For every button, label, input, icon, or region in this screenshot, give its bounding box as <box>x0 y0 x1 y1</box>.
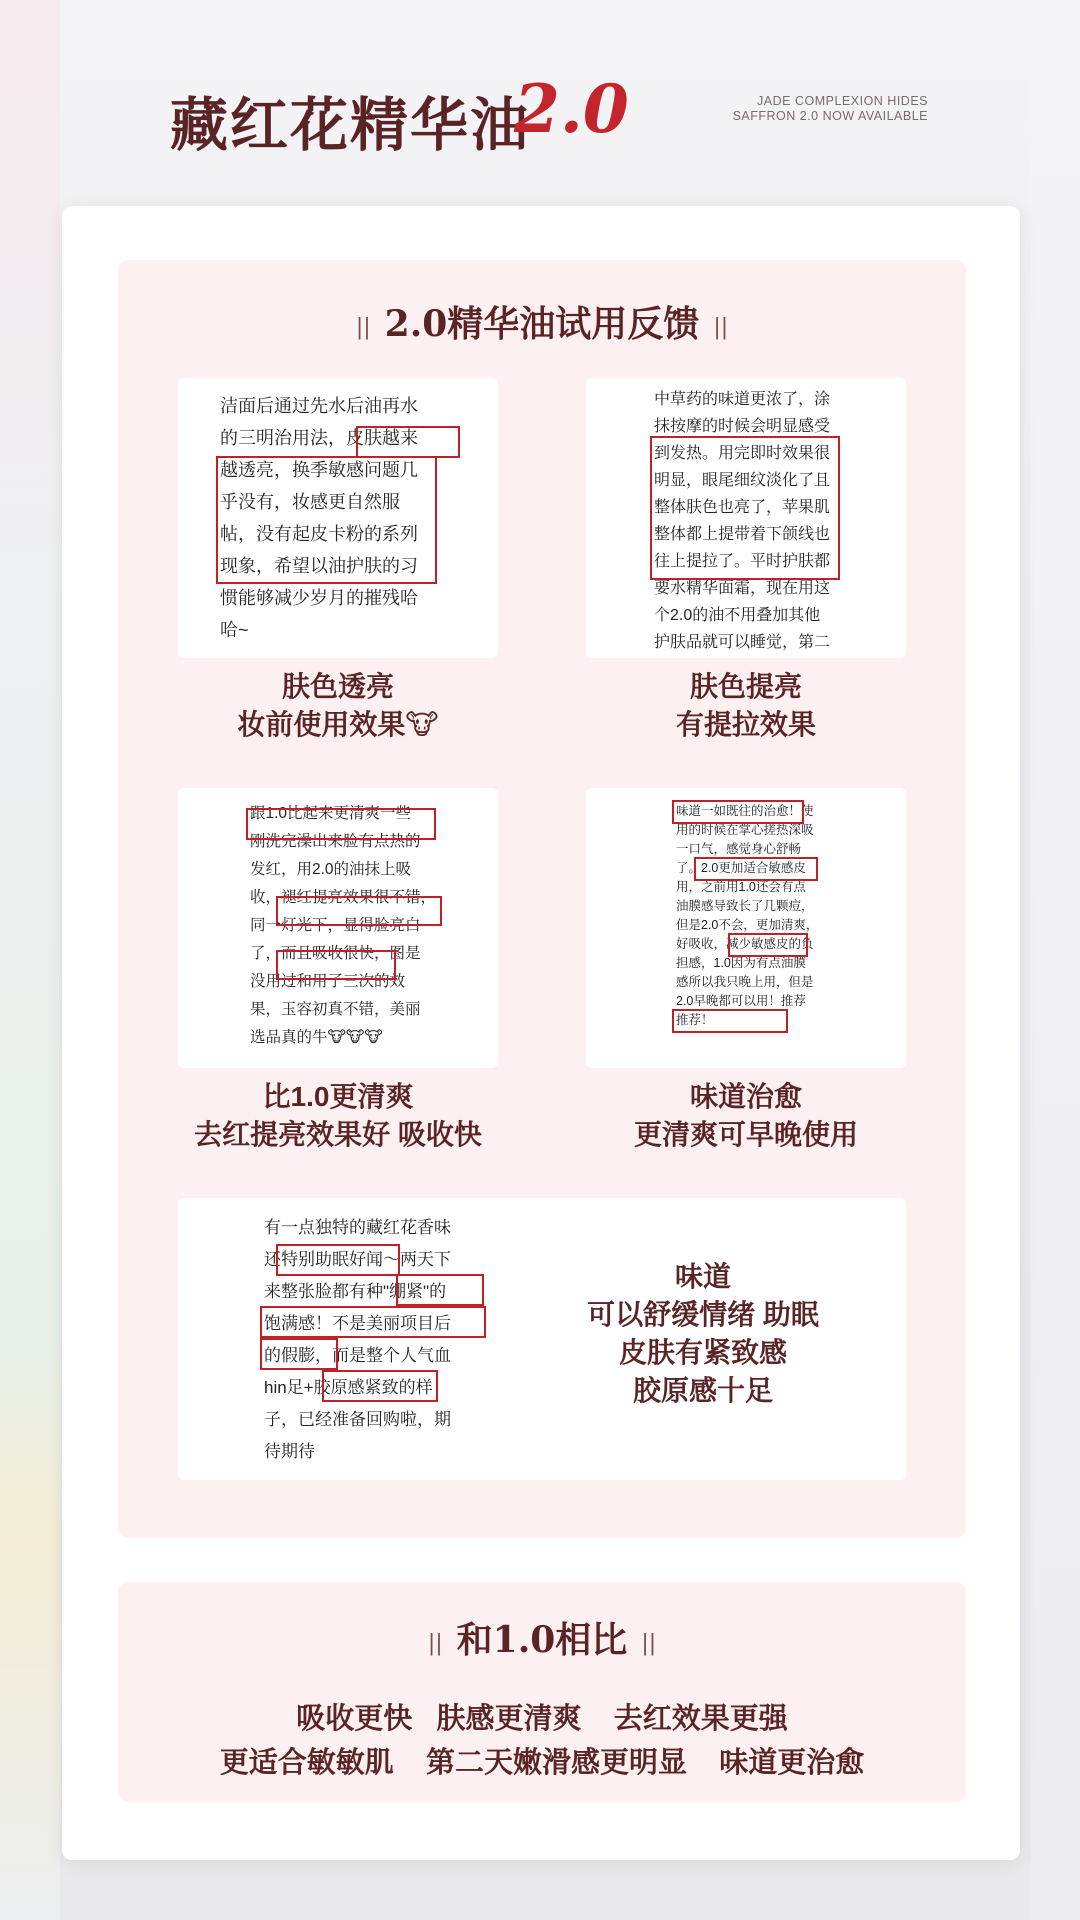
title-bars-right: || <box>641 1630 657 1656</box>
comparison-title-text: 和1.0相比 <box>456 1619 628 1661</box>
highlight-box <box>358 428 458 456</box>
highlight-box <box>262 1340 336 1368</box>
title-bars-left: || <box>427 1630 443 1656</box>
comparison-title <box>118 1612 966 1663</box>
review-4-text: 味道一如既往的治愈！使 用的时候在掌心搓热深吸 一口气，感觉身心舒畅 了。2.0更加适合敏感皮 用，之前用1.0还会有点 油膜感导致长了几颗痘， 但是2.0不会，更加清爽， 好吸收，减少敏感皮的负 担感，1.0因为有点油膜 感所以我只晚上用，但是 2.0早晚都可以用！推荐 推荐！ <box>676 804 819 1027</box>
highlight-box <box>674 1011 786 1031</box>
review-5-text: 有一点独特的藏红花香味 还特别助眠好闻～两天下 来整张脸都有种"绷紧"的 饱满感！不是美丽项目后 的假膨，而是整个人气血 hin足+胶原感紧致的样 子，已经准备回购啦，期 待期待 <box>264 1218 451 1461</box>
review-3-caption: 比1.0更清爽 去红提亮效果好 吸收快 <box>194 1081 482 1150</box>
feedback-panel <box>118 260 966 1538</box>
background-blur-right <box>1030 0 1080 1920</box>
title-bars-left: || <box>355 314 371 340</box>
highlight-box <box>674 802 802 822</box>
review-card-5 <box>178 1198 906 1480</box>
review-4-caption: 味道治愈 更清爽可早晚使用 <box>633 1081 858 1150</box>
review-2-caption: 肤色提亮 有提拉效果 <box>675 671 816 740</box>
page-title: 藏红花精华油 <box>170 91 531 159</box>
highlight-box <box>278 952 394 978</box>
review-3-text: 跟1.0比起来更清爽一些 刚洗完澡出来脸有点热的 发红，用2.0的油抹上吸 收，褪红提亮效果很不错， 同一灯光下，显得脸亮白 了，而且吸收很快，图是 没用过和用了三次的效 果，玉容初真不错，美丽 选品真的牛🐮🐮🐮 <box>250 805 437 1046</box>
review-card-1 <box>178 378 498 658</box>
comparison-panel <box>118 1582 966 1802</box>
version-label: 2.0 <box>514 70 629 148</box>
review-5-caption: 味道 可以舒缓情绪 助眠 皮肤有紧致感 胶原感十足 <box>587 1261 819 1406</box>
highlight-box <box>398 1276 482 1304</box>
highlight-box <box>324 1372 436 1400</box>
highlight-box <box>278 898 440 924</box>
main-card <box>62 206 1020 1860</box>
feedback-title-text: 2.0精华油试用反馈 <box>384 303 700 345</box>
comparison-row-1: 吸收更快 肤感更清爽 去红效果更强 <box>296 1703 788 1735</box>
review-1-caption: 肤色透亮 妆前使用效果🐮 <box>237 671 439 740</box>
highlight-box <box>652 438 838 578</box>
background-blur-left <box>0 0 60 1920</box>
comparison-row-2: 更适合敏敏肌 第二天嫩滑感更明显 味道更治愈 <box>219 1747 865 1779</box>
review-2-text: 中草药的味道更浓了，涂 抹按摩的时候会明显感受 到发热。用完即时效果很 明显，眼尾细纹淡化了且 整体肤色也亮了，苹果肌 整体都上提带着下颌线也 往上提拉了。平时护肤都 要水精华面霜，现在用这 个2.0的油不用叠加其他 护肤品就可以睡觉，第二 <box>654 391 831 651</box>
review-1-text: 洁面后通过先水后油再水 的三明治用法，皮肤越来 越透亮，换季敏感问题几 乎没有，妆感更自然服 帖，没有起皮卡粉的系列 现象，希望以油护肤的习 惯能够减少岁月的摧残哈 哈~ <box>220 396 418 640</box>
highlight-box <box>696 859 816 879</box>
highlight-box <box>262 1308 484 1336</box>
feedback-title <box>118 296 966 347</box>
review-card-4 <box>586 788 906 1068</box>
highlight-box <box>730 935 806 955</box>
highlight-box <box>278 1246 398 1274</box>
review-card-2 <box>586 378 906 658</box>
header-subtitle-line1: JADE COMPLEXION HIDES <box>757 94 928 108</box>
review-card-3 <box>178 788 498 1068</box>
header-subtitle-line2: SAFFRON 2.0 NOW AVAILABLE <box>732 109 928 123</box>
title-bars-right: || <box>713 314 729 340</box>
highlight-box <box>218 458 435 582</box>
highlight-box <box>248 810 434 838</box>
header-subtitle <box>733 94 928 124</box>
